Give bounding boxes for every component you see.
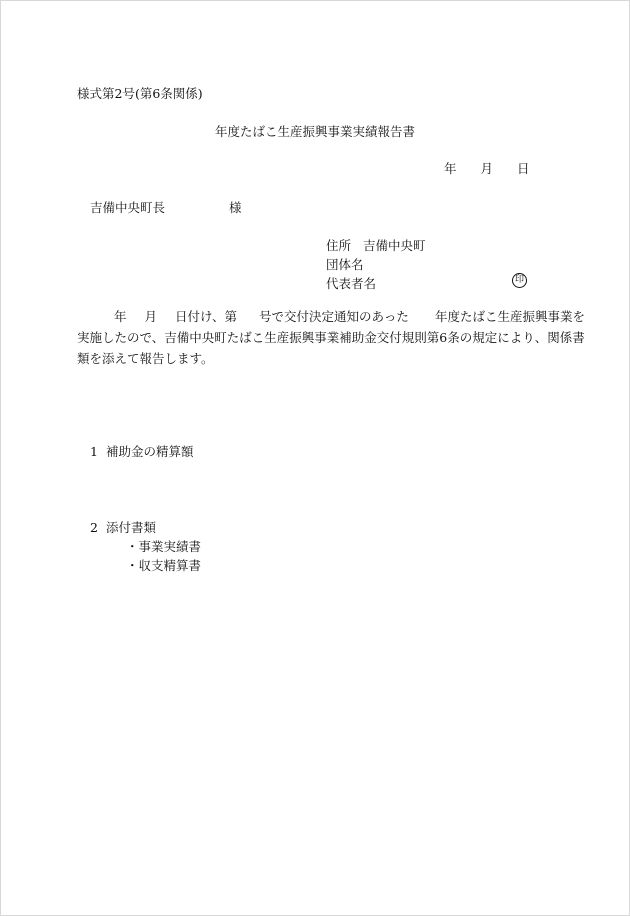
attachment-item: ・事業実績書 bbox=[126, 539, 202, 554]
address-label: 住所 bbox=[326, 238, 352, 253]
section-number: 1 bbox=[90, 444, 98, 459]
applicant-block bbox=[326, 236, 426, 293]
org-label: 団体名 bbox=[326, 257, 364, 272]
date-day-label: 日 bbox=[517, 161, 530, 176]
date-month-label: 月 bbox=[480, 161, 494, 176]
section-subsidy-amount bbox=[90, 444, 194, 460]
representative-label: 代表者名 bbox=[326, 276, 377, 291]
addressee-honorific: 様 bbox=[229, 200, 242, 215]
section-label: 添付書類 bbox=[106, 520, 157, 535]
body-year: 年 bbox=[114, 309, 127, 324]
body-line-2: 実施したので、吉備中央町たばこ生産振興事業補助金交付規則第6条の規定により、関係書 bbox=[77, 330, 585, 345]
report-body bbox=[77, 306, 585, 369]
document-title: 年度たばこ生産振興事業実績報告書 bbox=[214, 124, 415, 139]
address-value: 吉備中央町 bbox=[363, 238, 426, 253]
body-notice-ref: 号で交付決定通知のあった bbox=[259, 309, 409, 324]
applicant-rep-row bbox=[326, 274, 426, 293]
date-line bbox=[444, 161, 530, 177]
body-line-1 bbox=[77, 306, 585, 327]
form-number: 様式第2号(第6条関係) bbox=[77, 86, 203, 101]
attachment-item: ・収支精算書 bbox=[126, 558, 202, 573]
addressee-name: 吉備中央町長 bbox=[90, 200, 166, 215]
body-date-ref: 日付け、第 bbox=[175, 309, 238, 324]
applicant-org-row bbox=[326, 255, 426, 274]
date-year-label: 年 bbox=[444, 161, 457, 176]
section-label: 補助金の精算額 bbox=[106, 444, 194, 459]
body-project-ref: 年度たばこ生産振興事業を bbox=[434, 309, 585, 324]
seal-mark: 印 bbox=[512, 273, 527, 288]
body-month: 月 bbox=[144, 309, 158, 324]
body-line-3: 類を添えて報告します。 bbox=[77, 351, 214, 366]
applicant-address-row bbox=[326, 236, 426, 255]
section-attachments bbox=[90, 520, 156, 536]
section-number: 2 bbox=[90, 520, 98, 535]
